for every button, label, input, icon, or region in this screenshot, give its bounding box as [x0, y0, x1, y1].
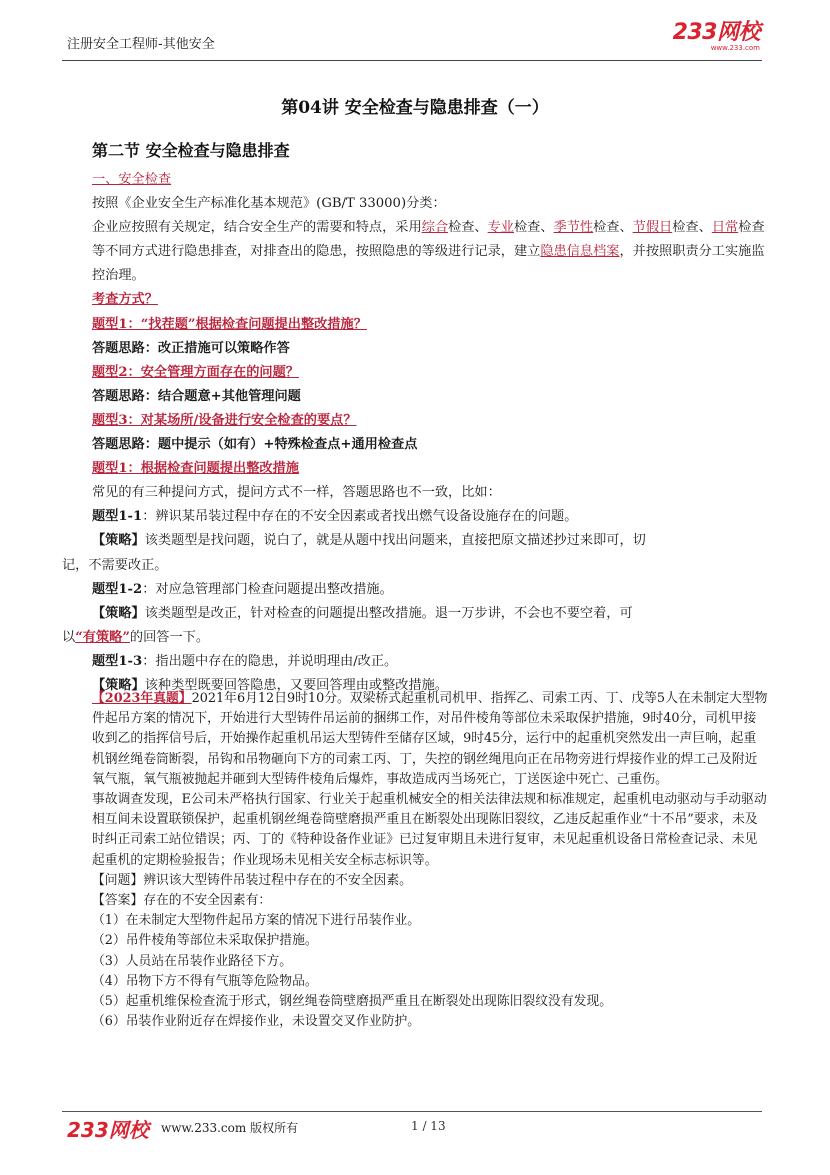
section-heading: 第二节 安全检查与隐患排查 [92, 141, 290, 160]
case-question: 【问题】辨识该大型铸件吊装过程中存在的不安全因素。 [92, 872, 412, 888]
p1-text-a: 企业应按照有关规定，结合安全生产的需要和特点，采用 [92, 220, 422, 236]
strategy-1-2-post: 的回答一下。 [129, 629, 210, 645]
case-answer-item: （1）在未制定大型物件起吊方案的情况下进行吊装作业。 [92, 913, 421, 929]
strategy-1-1-text: 该类题型是找问题，说白了，就是从题中找出问题来，直接把原文描述抄过来即可，切 [144, 533, 646, 549]
keyword-comprehensive: 综合 [421, 220, 449, 236]
strategy-1-2-text: 该类题型是改正，针对检查的问题提出整改措施。退一万步讲，不会也不要空着，可 [144, 605, 633, 621]
p1-text-c: 检查、 [514, 220, 554, 236]
question-type-1-detail: 题型1：根据检查问题提出整改措施 [92, 461, 299, 477]
p1-text-e: 检查、 [672, 220, 712, 236]
main-content [62, 168, 766, 698]
strategy-1-2-cont [62, 626, 766, 650]
p1-text-g: ，并按照职责分工实施监控治理。 [92, 244, 765, 284]
keyword-daily: 日常 [711, 220, 739, 236]
exam-case [62, 689, 768, 1032]
strategy-1-1-cont: 记，不需要改正。 [62, 557, 168, 573]
brand-logo [673, 22, 760, 52]
p1-text-d: 检查、 [593, 220, 633, 236]
footer-divider [62, 1111, 762, 1112]
type-1-2 [62, 578, 766, 602]
type-1-1-text: ：辨识某吊装过程中存在的不安全因素或者找出燃气设备设施存在的问题。 [142, 509, 578, 525]
strategy-1-2 [62, 602, 766, 626]
type-1-3-text: ：指出题中存在的隐患，并说明理由/改正。 [142, 653, 398, 669]
keyword-holiday: 节假日 [632, 220, 673, 236]
strategy-1-2-pre: 以 [62, 629, 76, 645]
logo-sub-text: www.233.com [710, 44, 760, 52]
page-title: 第04讲 安全检查与隐患排查（一） [281, 98, 549, 118]
case-answer-item: （2）吊件棱角等部位未采取保护措施。 [92, 933, 318, 949]
page-number: 1 / 13 [411, 1119, 446, 1133]
sub-heading: 一、安全检查 [92, 172, 172, 187]
question-type-2: 题型2：安全管理方面存在的问题？ [92, 364, 299, 380]
header-divider [62, 60, 762, 61]
common-forms-text: 常见的有三种提问方式，提问方式不一样，答题思路也不一致，比如： [92, 485, 501, 501]
case-para1-text: 2021年6月12日9时10分。双梁桥式起重机司机甲、指挥乙、司索工丙、丁、戊等5人在未制定大型物件起吊方案的情况下，开始进行大型铸件吊运前的捆绑工作，对吊件棱角等部位未采取保护措施，9时40分，司机甲接收到乙的指挥信号后，开始操作起重机吊运大型铸件至储存区域，9时45分，运行中的起重机突然发出一声巨响，起重机钢丝绳卷筒断裂，吊钩和吊物砸向下方的司索工丙、丁，失控的钢丝绳甩向正在吊物旁进行焊接作业的焊工己及附近氧气瓶，氧气瓶被抛起并砸到大型铸件棱角后爆炸，事故造成丙当场死亡，丁送医途中死亡、己重伤。 [92, 691, 768, 787]
intro-text: 按照《企业安全生产标准化基本规范》(GB/T 33000)分类： [92, 196, 446, 212]
footer-logo: 233网校 [67, 1118, 149, 1142]
type-1-3-label: 题型1-3 [92, 653, 143, 669]
header-title: 注册安全工程师-其他安全 [67, 37, 215, 52]
type-1-1 [62, 505, 766, 529]
answer-idea-2: 答题思路：结合题意+其他管理问题 [92, 388, 301, 404]
strategy-1-1 [62, 529, 766, 553]
case-paragraph-1 [62, 689, 768, 790]
type-1-3 [62, 650, 766, 674]
keyword-hazard-archive: 隐患信息档案 [540, 244, 620, 260]
paragraph-standards [62, 216, 766, 288]
case-answer-item: （4）吊物下方不得有气瓶等危险物品。 [92, 973, 318, 989]
question-type-1: 题型1：“找茬题”根据检查问题提出整改措施？ [92, 316, 367, 332]
strategy-1-2-label: 【策略】 [92, 605, 145, 621]
answer-idea-3: 答题思路：题中提示（如有）+特殊检查点+通用检查点 [92, 437, 418, 453]
p1-text-b: 检查、 [448, 220, 488, 236]
exam-method: 考查方式？ [92, 292, 158, 308]
case-paragraph-2: 事故调查发现，E公司未严格执行国家、行业关于起重机械安全的相关法律法规和标准规定，起重机电动驱动与手动驱动相互间未设置联锁保护，起重机钢丝绳卷筒壁磨损严重且在断裂处出现陈旧裂纹，乙违反起重作业“十不吊”要求，未及时纠正司索工站位错误；丙、丁的《特种设备作业证》已过复审期且未进行复审，未见起重机设备日常检查记录、未见起重机的定期检验报告；作业现场未见相关安全标志标识等。 [92, 792, 767, 868]
p1-text-f: 检查等不同方式进行隐患排查，对排查出的隐患，按照隐患的等级进行记录，建立 [92, 220, 765, 260]
case-answer-item: （3）人员站在吊装作业路径下方。 [92, 953, 293, 969]
answer-idea-1: 答题思路：改正措施可以策略作答 [92, 340, 290, 356]
footer-copyright: www.233.com 版权所有 [161, 1121, 299, 1135]
logo-main-text: 233网校 [672, 20, 760, 45]
type-1-1-label: 题型1-1 [92, 509, 143, 525]
strategy-1-3-label: 【策略】 [92, 677, 145, 693]
type-1-2-label: 题型1-2 [92, 581, 143, 597]
question-type-3: 题型3：对某场所/设备进行安全检查的要点？ [92, 412, 357, 428]
strategy-1-1-label: 【策略】 [92, 533, 145, 549]
keyword-seasonal: 季节性 [553, 220, 594, 236]
case-tag: 【2023年真题】 [92, 691, 192, 706]
case-answer-item: （5）起重机维保检查流于形式，钢丝绳卷筒壁磨损严重且在断裂处出现陈旧裂纹没有发现。 [92, 994, 613, 1010]
strategy-1-3-text: 该种类型既要回答隐患，又要回答理由或整改措施。 [144, 677, 449, 693]
case-answer-intro: 【答案】存在的不安全因素有： [92, 893, 272, 909]
case-answer-item: （6）吊装作业附近存在焊接作业，未设置交叉作业防护。 [92, 1014, 421, 1030]
keyword-has-strategy: “有策略” [75, 629, 130, 645]
keyword-professional: 专业 [487, 220, 514, 236]
type-1-2-text: ：对应急管理部门检查问题提出整改措施。 [142, 581, 393, 597]
